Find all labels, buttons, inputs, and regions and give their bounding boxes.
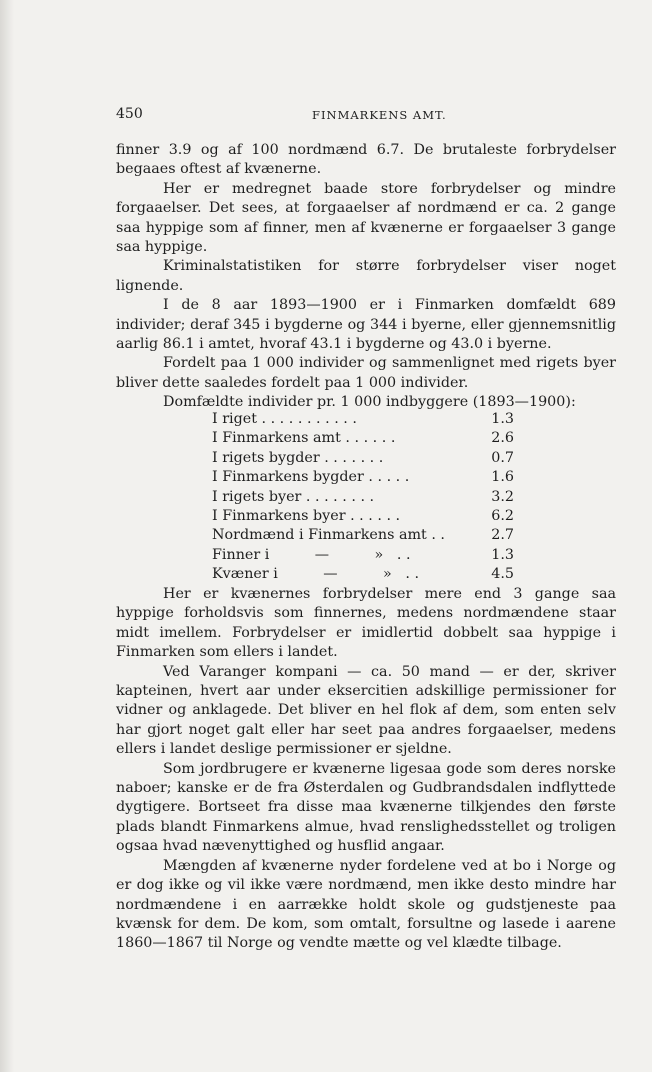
- page-number: 450: [116, 106, 143, 122]
- table-row: [212, 507, 514, 526]
- table-row: [212, 546, 514, 565]
- paragraph: Kriminalstatistiken for større forbrydelser viser noget lignende.: [116, 258, 616, 294]
- paragraph: Her er medregnet baade store forbrydelser og mindre forgaaelser. Det sees, at forgaaelser af nordmænd er ca. 2 gange saa hyppige som af finner, men af kvænerne er forgaaelser 3 gange saa hyppige.: [116, 180, 616, 256]
- row-label: I rigets bygder . . . . . . .: [212, 449, 384, 466]
- row-label: Nordmænd i Finmarkens amt . .: [212, 527, 445, 544]
- table-row: [212, 565, 514, 584]
- table-row: [212, 429, 514, 448]
- table-row: [212, 488, 514, 507]
- row-label: Finner i — » . .: [212, 546, 411, 563]
- paragraph: Her er kvænernes forbrydelser mere end 3 gange saa hyppige forholdsvis som finnernes, medens nordmændene staar midt imellem. Forbrydelser er imidlertid dobbelt saa hyppige i Finmarken som ellers i landet.: [116, 586, 616, 661]
- running-title: FINMARKENS AMT.: [312, 108, 447, 122]
- table-row: [212, 526, 514, 545]
- row-value: 6.2: [491, 508, 514, 525]
- paragraph: Ved Varanger kompani — ca. 50 mand — er der, skriver kapteinen, hvert aar under eksercitien adskillige permissioner for vidner og anklagede. Det bliver en hel flok af dem, som enten selv har gjort noget galt eller har seet paa andres forgaaelser, medens ellers i landet deslige permissioner er sjeldne.: [116, 663, 616, 758]
- paragraph: Fordelt paa 1 000 individer og sammenlignet med rigets byer bliver dette saaledes fordelt paa 1 000 individer.: [116, 355, 616, 391]
- table-caption: Domfældte individer pr. 1 000 indbyggere (1893—1900):: [163, 394, 576, 411]
- body-text-bottom: [116, 585, 616, 954]
- row-label: I Finmarkens byer . . . . . .: [212, 508, 401, 525]
- body-text-top: [116, 141, 616, 413]
- table-row: [212, 410, 514, 429]
- paragraph: finner 3.9 og af 100 nordmænd 6.7. De brutaleste forbrydelser begaaes oftest af kvænerne.: [116, 142, 616, 178]
- paragraph: Som jordbrugere er kvænerne ligesaa gode som deres norske naboer; kanske er de fra Østerdalen og Gudbrandsdalen indflyttede dygtigere. Bortseet fra disse maa kvænerne tilkjendes den første plads blandt Finmarkens almue, hvad renslighedsstellet og troligen ogsaa hvad nævenyttighed og husflid angaar.: [116, 760, 616, 855]
- table-row: [212, 468, 514, 487]
- paragraph: Mængden af kvænerne nyder fordelene ved at bo i Norge og er dog ikke og vil ikke være nordmænd, men ikke desto mindre har nordmændene i en aarrække holdt skole og gudstjeneste paa kvænsk for dem. De kom, som omtalt, forsultne og lasede i aarene 1860—1867 til Norge og vendte mætte og vel klædte tilbage.: [116, 857, 616, 952]
- row-value: 2.7: [491, 527, 514, 544]
- convictions-table: [212, 410, 514, 585]
- row-label: I rigets byer . . . . . . . .: [212, 488, 375, 505]
- row-value: 0.7: [491, 449, 514, 466]
- page-header: [116, 106, 616, 126]
- row-value: 1.3: [491, 546, 514, 563]
- row-label: Kvæner i — » . .: [212, 566, 420, 583]
- row-value: 4.5: [491, 566, 514, 583]
- row-label: I riget . . . . . . . . . . .: [212, 411, 357, 427]
- row-value: 2.6: [491, 430, 514, 447]
- table-row: [212, 449, 514, 468]
- row-value: 3.2: [491, 488, 514, 505]
- row-label: I Finmarkens bygder . . . . .: [212, 469, 410, 486]
- page-edge-shadow: [0, 0, 14, 1072]
- paragraph: I de 8 aar 1893—1900 er i Finmarken domfældt 689 individer; deraf 345 i bygderne og 344 i byerne, eller gjennemsnitlig aarlig 86.1 i amtet, hvoraf 43.1 i bygderne og 43.0 i byerne.: [116, 297, 616, 353]
- row-value: 1.6: [491, 469, 514, 486]
- row-label: I Finmarkens amt . . . . . .: [212, 430, 396, 447]
- row-value: 1.3: [491, 411, 514, 427]
